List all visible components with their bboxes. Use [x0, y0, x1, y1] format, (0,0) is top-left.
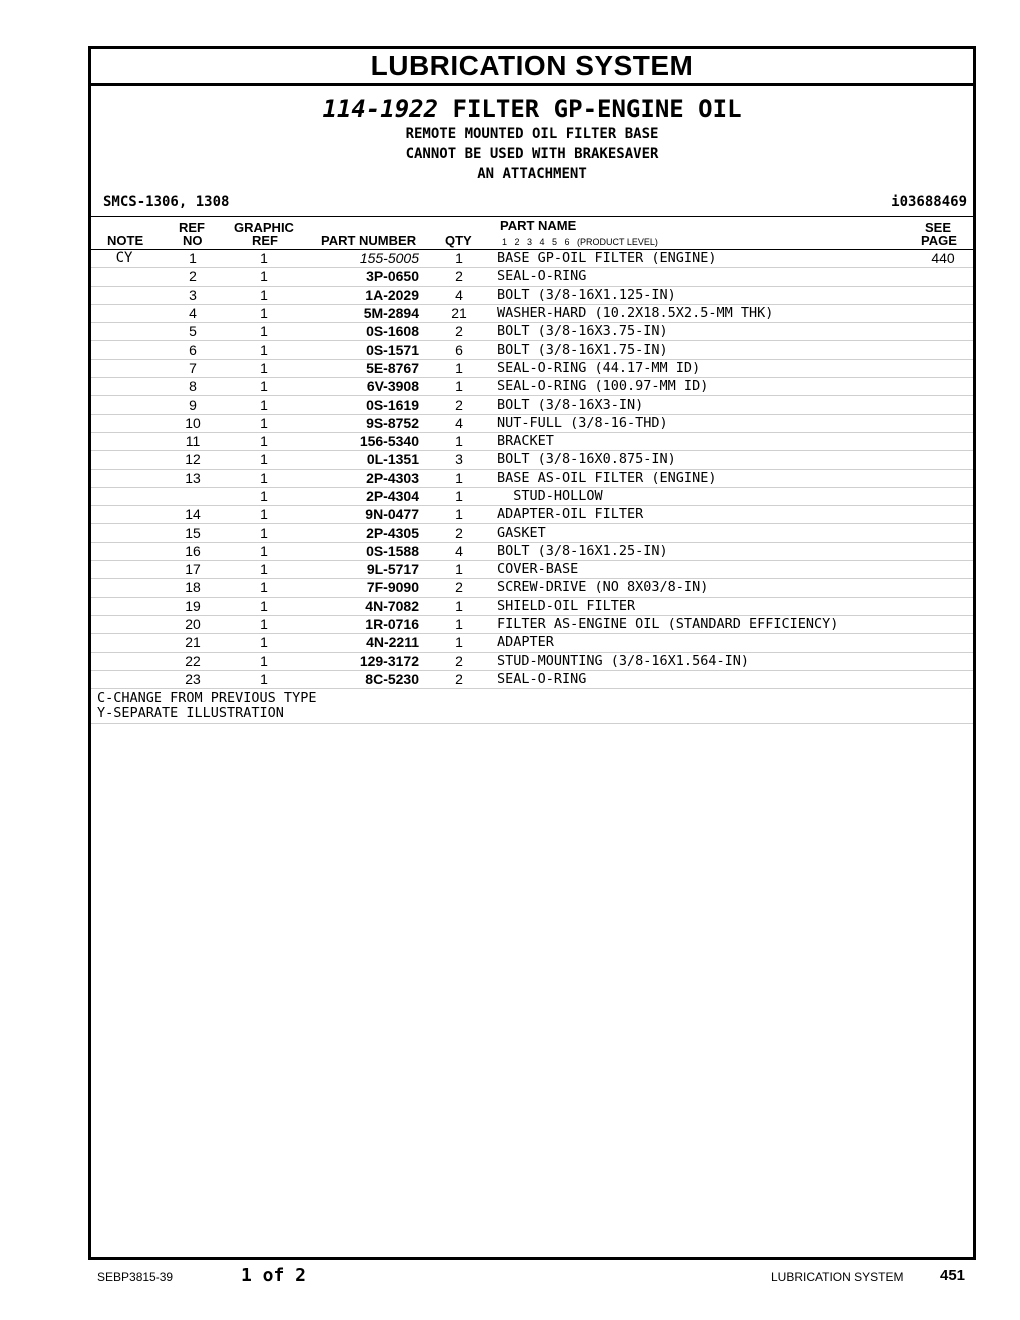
- cell-qty: 1: [423, 561, 495, 579]
- cell-see-page: [913, 670, 973, 688]
- table-row: [91, 432, 973, 450]
- cell-graphic-ref: 1: [229, 542, 299, 560]
- column-headers: [91, 217, 973, 250]
- cell-graphic-ref: 1: [229, 250, 299, 268]
- col-graphic-bottom: REF: [252, 233, 278, 248]
- cell-graphic-ref: 1: [229, 469, 299, 487]
- cell-see-page: [913, 615, 973, 633]
- cell-see-page: [913, 378, 973, 396]
- cell-note: [91, 524, 157, 542]
- cell-qty: 4: [423, 286, 495, 304]
- cell-see-page: [913, 414, 973, 432]
- cell-part-name: BASE GP-OIL FILTER (ENGINE): [495, 250, 913, 268]
- cell-part-number: 0S-1588: [299, 542, 423, 560]
- cell-part-name: WASHER-HARD (10.2X18.5X2.5-MM THK): [495, 304, 913, 322]
- cell-part-number: 155-5005: [299, 250, 423, 268]
- cell-qty: 1: [423, 432, 495, 450]
- cell-ref-no: 19: [157, 597, 229, 615]
- cell-part-name: COVER-BASE: [495, 561, 913, 579]
- cell-qty: 4: [423, 414, 495, 432]
- cell-part-name: NUT-FULL (3/8-16-THD): [495, 414, 913, 432]
- table-row: [91, 670, 973, 688]
- table-row: [91, 542, 973, 560]
- cell-note: [91, 451, 157, 469]
- table-row: [91, 524, 973, 542]
- parts-page-frame: [88, 46, 976, 1260]
- cell-part-name: BOLT (3/8-16X3-IN): [495, 396, 913, 414]
- cell-note: [91, 652, 157, 670]
- illustration-id: i03688469: [891, 194, 967, 210]
- cell-ref-no: 8: [157, 378, 229, 396]
- cell-graphic-ref: 1: [229, 506, 299, 524]
- col-see-bottom: PAGE: [921, 233, 957, 248]
- cell-ref-no: 10: [157, 414, 229, 432]
- cell-part-number: 129-3172: [299, 652, 423, 670]
- cell-qty: 3: [423, 451, 495, 469]
- cell-qty: 2: [423, 670, 495, 688]
- table-row: [91, 323, 973, 341]
- cell-see-page: [913, 487, 973, 505]
- cell-part-number: 4N-7082: [299, 597, 423, 615]
- cell-part-name: BOLT (3/8-16X0.875-IN): [495, 451, 913, 469]
- table-row: [91, 506, 973, 524]
- smcs-row: [91, 192, 973, 217]
- col-note: NOTE: [107, 233, 144, 248]
- cell-graphic-ref: 1: [229, 524, 299, 542]
- col-part-name: PART NAME: [500, 218, 577, 233]
- legend: [91, 689, 973, 724]
- cell-graphic-ref: 1: [229, 487, 299, 505]
- cell-part-number: 9S-8752: [299, 414, 423, 432]
- parts-table: [91, 250, 973, 689]
- col-see-top: SEE: [925, 220, 952, 235]
- cell-part-number: 5M-2894: [299, 304, 423, 322]
- table-row: [91, 286, 973, 304]
- cell-part-name: STUD-MOUNTING (3/8-16X1.564-IN): [495, 652, 913, 670]
- cell-graphic-ref: 1: [229, 561, 299, 579]
- cell-see-page: [913, 451, 973, 469]
- cell-see-page: [913, 323, 973, 341]
- cell-note: [91, 304, 157, 322]
- footer-section: LUBRICATION SYSTEM: [771, 1270, 904, 1284]
- legend-line: C-CHANGE FROM PREVIOUS TYPE: [97, 690, 317, 707]
- cell-see-page: [913, 341, 973, 359]
- table-row: [91, 487, 973, 505]
- cell-graphic-ref: 1: [229, 286, 299, 304]
- table-row: [91, 250, 973, 268]
- cell-note: [91, 615, 157, 633]
- cell-part-name: BRACKET: [495, 432, 913, 450]
- cell-graphic-ref: 1: [229, 432, 299, 450]
- cell-graphic-ref: 1: [229, 615, 299, 633]
- cell-part-name: BASE AS-OIL FILTER (ENGINE): [495, 469, 913, 487]
- cell-see-page: [913, 542, 973, 560]
- cell-part-name: ADAPTER: [495, 634, 913, 652]
- cell-part-number: 2P-4305: [299, 524, 423, 542]
- cell-note: CY: [91, 250, 157, 268]
- cell-part-number: 0L-1351: [299, 451, 423, 469]
- cell-see-page: [913, 506, 973, 524]
- cell-ref-no: 21: [157, 634, 229, 652]
- cell-ref-no: [157, 487, 229, 505]
- cell-part-name: STUD-HOLLOW: [495, 487, 913, 505]
- group-name: FILTER GP-ENGINE OIL: [452, 95, 742, 123]
- section-title: LUBRICATION SYSTEM: [91, 49, 973, 86]
- cell-note: [91, 414, 157, 432]
- cell-part-name: SEAL-O-RING: [495, 268, 913, 286]
- cell-part-name: SEAL-O-RING (100.97-MM ID): [495, 378, 913, 396]
- group-note: REMOTE MOUNTED OIL FILTER BASE: [405, 126, 659, 142]
- cell-part-name: SHIELD-OIL FILTER: [495, 597, 913, 615]
- cell-qty: 2: [423, 652, 495, 670]
- cell-ref-no: 23: [157, 670, 229, 688]
- cell-qty: 1: [423, 597, 495, 615]
- cell-part-number: 4N-2211: [299, 634, 423, 652]
- cell-part-number: 0S-1619: [299, 396, 423, 414]
- col-graphic-top: GRAPHIC: [234, 220, 294, 235]
- cell-graphic-ref: 1: [229, 652, 299, 670]
- table-row: [91, 634, 973, 652]
- cell-part-number: 156-5340: [299, 432, 423, 450]
- cell-graphic-ref: 1: [229, 378, 299, 396]
- group-number: 114-1922: [322, 95, 439, 123]
- cell-note: [91, 359, 157, 377]
- cell-qty: 2: [423, 579, 495, 597]
- table-row: [91, 268, 973, 286]
- cell-graphic-ref: 1: [229, 268, 299, 286]
- cell-note: [91, 487, 157, 505]
- col-part-number: PART NUMBER: [321, 233, 417, 248]
- cell-ref-no: 3: [157, 286, 229, 304]
- cell-graphic-ref: 1: [229, 451, 299, 469]
- col-qty: QTY: [445, 233, 472, 248]
- cell-part-number: 5E-8767: [299, 359, 423, 377]
- table-row: [91, 652, 973, 670]
- cell-ref-no: 12: [157, 451, 229, 469]
- cell-graphic-ref: 1: [229, 341, 299, 359]
- cell-note: [91, 506, 157, 524]
- page-of: 1 of 2: [241, 1265, 307, 1286]
- cell-graphic-ref: 1: [229, 304, 299, 322]
- cell-qty: 2: [423, 524, 495, 542]
- cell-part-name: BOLT (3/8-16X3.75-IN): [495, 323, 913, 341]
- cell-part-number: 9L-5717: [299, 561, 423, 579]
- cell-qty: 1: [423, 250, 495, 268]
- cell-see-page: [913, 524, 973, 542]
- cell-see-page: [913, 469, 973, 487]
- page-footer: [0, 1262, 1020, 1292]
- cell-graphic-ref: 1: [229, 414, 299, 432]
- cell-see-page: [913, 304, 973, 322]
- cell-part-number: 2P-4304: [299, 487, 423, 505]
- cell-part-number: 7F-9090: [299, 579, 423, 597]
- cell-note: [91, 579, 157, 597]
- cell-qty: 21: [423, 304, 495, 322]
- group-header: [91, 86, 973, 184]
- cell-note: [91, 268, 157, 286]
- cell-note: [91, 561, 157, 579]
- doc-id: SEBP3815-39: [97, 1270, 174, 1284]
- cell-note: [91, 341, 157, 359]
- table-row: [91, 615, 973, 633]
- cell-note: [91, 323, 157, 341]
- group-title: [91, 94, 973, 124]
- cell-ref-no: 7: [157, 359, 229, 377]
- page-number: 451: [940, 1267, 966, 1284]
- cell-note: [91, 286, 157, 304]
- cell-part-name: GASKET: [495, 524, 913, 542]
- cell-ref-no: 11: [157, 432, 229, 450]
- cell-see-page: [913, 652, 973, 670]
- table-row: [91, 451, 973, 469]
- legend-line: Y-SEPARATE ILLUSTRATION: [97, 705, 284, 722]
- cell-part-number: 0S-1571: [299, 341, 423, 359]
- col-product-levels: 1 2 3 4 5 6 (PRODUCT LEVEL): [502, 237, 658, 247]
- cell-qty: 1: [423, 506, 495, 524]
- smcs-code: SMCS-1306, 1308: [103, 194, 230, 210]
- table-row: [91, 378, 973, 396]
- table-row: [91, 469, 973, 487]
- group-note: CANNOT BE USED WITH BRAKESAVER: [405, 146, 659, 162]
- cell-part-number: 1A-2029: [299, 286, 423, 304]
- cell-note: [91, 378, 157, 396]
- cell-note: [91, 597, 157, 615]
- table-row: [91, 414, 973, 432]
- cell-ref-no: 6: [157, 341, 229, 359]
- cell-part-number: 9N-0477: [299, 506, 423, 524]
- col-ref-bottom: NO: [183, 233, 203, 248]
- cell-part-number: 2P-4303: [299, 469, 423, 487]
- cell-ref-no: 16: [157, 542, 229, 560]
- cell-part-name: ADAPTER-OIL FILTER: [495, 506, 913, 524]
- cell-part-name: FILTER AS-ENGINE OIL (STANDARD EFFICIENCY): [495, 615, 913, 633]
- table-row: [91, 341, 973, 359]
- cell-qty: 4: [423, 542, 495, 560]
- cell-qty: 1: [423, 487, 495, 505]
- cell-part-number: 8C-5230: [299, 670, 423, 688]
- col-ref-top: REF: [179, 220, 205, 235]
- cell-part-name: SCREW-DRIVE (NO 8X03/8-IN): [495, 579, 913, 597]
- cell-part-number: 0S-1608: [299, 323, 423, 341]
- cell-graphic-ref: 1: [229, 670, 299, 688]
- cell-note: [91, 432, 157, 450]
- table-row: [91, 396, 973, 414]
- cell-qty: 1: [423, 378, 495, 396]
- cell-note: [91, 396, 157, 414]
- cell-ref-no: 15: [157, 524, 229, 542]
- cell-qty: 1: [423, 615, 495, 633]
- cell-graphic-ref: 1: [229, 597, 299, 615]
- cell-ref-no: 4: [157, 304, 229, 322]
- cell-see-page: [913, 432, 973, 450]
- cell-qty: 6: [423, 341, 495, 359]
- cell-graphic-ref: 1: [229, 579, 299, 597]
- cell-graphic-ref: 1: [229, 359, 299, 377]
- cell-ref-no: 14: [157, 506, 229, 524]
- table-row: [91, 597, 973, 615]
- cell-part-name: SEAL-O-RING: [495, 670, 913, 688]
- cell-see-page: [913, 268, 973, 286]
- cell-note: [91, 670, 157, 688]
- cell-ref-no: 1: [157, 250, 229, 268]
- table-row: [91, 304, 973, 322]
- cell-part-name: BOLT (3/8-16X1.25-IN): [495, 542, 913, 560]
- cell-qty: 2: [423, 323, 495, 341]
- cell-see-page: [913, 561, 973, 579]
- cell-see-page: [913, 634, 973, 652]
- cell-note: [91, 634, 157, 652]
- cell-part-name: BOLT (3/8-16X1.125-IN): [495, 286, 913, 304]
- cell-ref-no: 9: [157, 396, 229, 414]
- cell-ref-no: 2: [157, 268, 229, 286]
- cell-part-number: 1R-0716: [299, 615, 423, 633]
- cell-graphic-ref: 1: [229, 323, 299, 341]
- cell-part-number: 6V-3908: [299, 378, 423, 396]
- cell-graphic-ref: 1: [229, 396, 299, 414]
- cell-see-page: 440: [913, 250, 973, 268]
- table-row: [91, 579, 973, 597]
- table-row: [91, 561, 973, 579]
- cell-ref-no: 22: [157, 652, 229, 670]
- cell-note: [91, 542, 157, 560]
- group-note: AN ATTACHMENT: [477, 166, 587, 182]
- cell-graphic-ref: 1: [229, 634, 299, 652]
- cell-qty: 1: [423, 634, 495, 652]
- cell-ref-no: 18: [157, 579, 229, 597]
- cell-part-name: SEAL-O-RING (44.17-MM ID): [495, 359, 913, 377]
- cell-see-page: [913, 359, 973, 377]
- cell-qty: 2: [423, 268, 495, 286]
- cell-ref-no: 13: [157, 469, 229, 487]
- cell-part-name: BOLT (3/8-16X1.75-IN): [495, 341, 913, 359]
- table-row: [91, 359, 973, 377]
- cell-qty: 1: [423, 469, 495, 487]
- cell-ref-no: 17: [157, 561, 229, 579]
- cell-qty: 2: [423, 396, 495, 414]
- cell-see-page: [913, 597, 973, 615]
- cell-see-page: [913, 579, 973, 597]
- cell-ref-no: 5: [157, 323, 229, 341]
- cell-qty: 1: [423, 359, 495, 377]
- cell-part-number: 3P-0650: [299, 268, 423, 286]
- cell-note: [91, 469, 157, 487]
- cell-see-page: [913, 286, 973, 304]
- cell-see-page: [913, 396, 973, 414]
- cell-ref-no: 20: [157, 615, 229, 633]
